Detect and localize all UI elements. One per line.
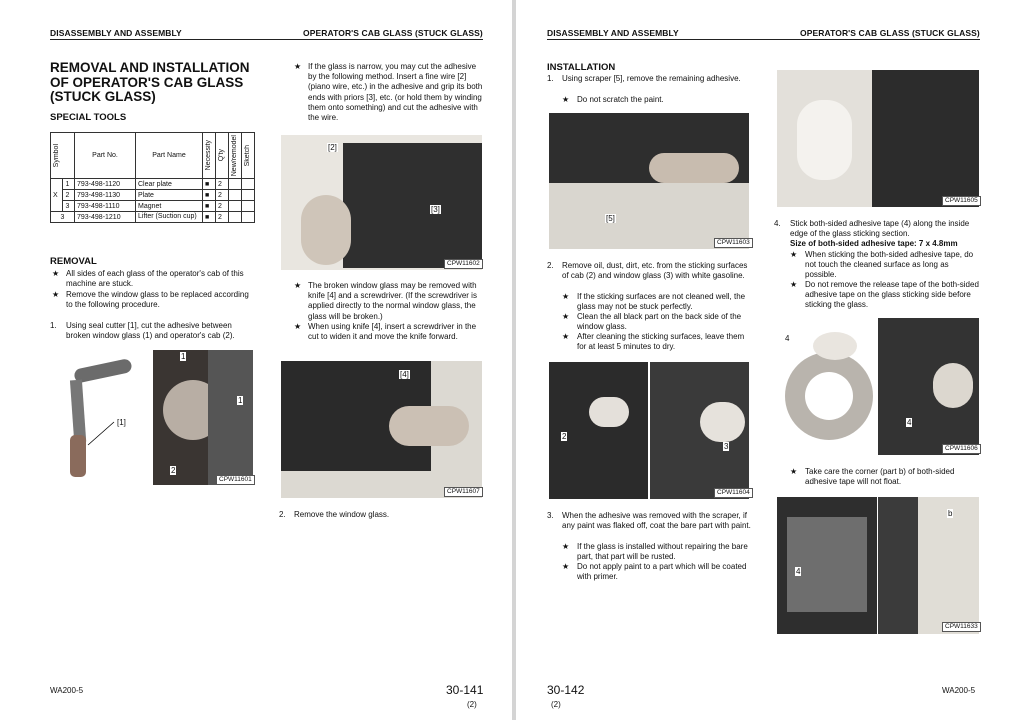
left-header-rule — [50, 39, 483, 40]
cell-sub: 1 — [63, 179, 75, 190]
fig-code: CPW11605 — [942, 196, 981, 206]
install-step1: Using scraper [5], remove the remaining adhesive. — [562, 74, 741, 83]
page-title: REMOVAL AND INSTALLATION OF OPERATOR'S CAB GLASS (STUCK GLASS) — [50, 60, 250, 104]
cell-part: 793-498-1130 — [75, 190, 136, 201]
page-number: 30-141 — [446, 683, 484, 697]
fig-code: CPW11606 — [942, 444, 981, 454]
installation-heading: INSTALLATION — [547, 62, 616, 73]
callout-pliers: [3] — [431, 205, 440, 214]
cell-new — [229, 190, 242, 201]
step-number: 4. — [774, 219, 781, 228]
col-new — [229, 133, 242, 179]
cell-part: 793-498-1110 — [75, 201, 136, 212]
star-icon: ★ — [52, 290, 60, 299]
callout-tape-4c: 4 — [796, 567, 801, 576]
step-number: 2. — [279, 510, 286, 519]
special-tools-heading: SPECIAL TOOLS — [50, 112, 127, 123]
callout-glass-1: 1 — [181, 352, 186, 361]
callout-glass-1b: 1 — [238, 396, 243, 405]
install-step2-note-2: Clean the all black part on the back side of the window glass. — [577, 312, 742, 332]
cell-sketch — [242, 190, 255, 201]
special-tools-table — [50, 132, 255, 223]
star-icon: ★ — [52, 269, 60, 278]
star-icon: ★ — [562, 562, 570, 571]
fig-code: CPW11604 — [714, 488, 753, 498]
callout-window-glass: 3 — [724, 442, 729, 451]
cell-sub: 3 — [63, 201, 75, 212]
star-icon: ★ — [294, 62, 302, 71]
cell-sub: 2 — [63, 190, 75, 201]
page-revision: (2) — [467, 700, 477, 709]
col-sketch-label: Sketch — [244, 144, 251, 167]
page-number: 30-142 — [547, 683, 585, 697]
col-qty — [216, 133, 229, 179]
star-icon: ★ — [790, 467, 798, 476]
photo-cab-corner — [777, 497, 877, 634]
seal-cutter-icon — [52, 350, 150, 485]
cell-qty: 2 — [216, 179, 229, 190]
star-icon: ★ — [562, 312, 570, 321]
col-new-label: New/remodel — [231, 134, 238, 177]
cell-name: Magnet — [136, 201, 203, 212]
cell-new — [229, 212, 242, 223]
cell-nec: ■ — [203, 179, 216, 190]
callout-wire: [2] — [328, 143, 337, 152]
x-mark-cell — [51, 179, 63, 212]
fig-code: CPW11603 — [714, 238, 753, 248]
cell-name: Lifter (Suction cup) — [136, 212, 203, 223]
seal-cutter-figure — [52, 350, 150, 485]
install-step4-note-2: Do not remove the release tape of the both-sided adhesive tape on the glass sticking side before sticking the glass. — [805, 280, 979, 310]
right-header-rule — [547, 39, 980, 40]
fig-code: CPW11601 — [216, 475, 255, 485]
star-icon: ★ — [294, 322, 302, 331]
cell-part: 793-498-1210 — [75, 212, 136, 223]
star-icon: ★ — [790, 280, 798, 289]
col-symbol — [51, 133, 75, 179]
col-partno: Part No. — [75, 133, 136, 179]
photo-glass-edge — [777, 70, 979, 207]
table-row — [51, 179, 255, 190]
col-sketch — [242, 133, 255, 179]
star-icon: ★ — [562, 542, 570, 551]
tape-roll-icon — [777, 318, 877, 455]
install-step2: Remove oil, dust, dirt, etc. from the sticking surfaces of cab (2) and window glass (3) with white gasoline. — [562, 261, 748, 281]
install-step2-note-3: After cleaning the sticking surfaces, leave them for at least 5 minutes to dry. — [577, 332, 745, 352]
photo-knife — [281, 361, 482, 498]
tape-size: Size of both-sided adhesive tape: 7 x 4.8mm — [790, 239, 958, 248]
right-header-topic: OPERATOR'S CAB GLASS (STUCK GLASS) — [800, 28, 980, 38]
install-step1-note: Do not scratch the paint. — [577, 95, 664, 104]
cell-sketch — [242, 201, 255, 212]
step-number: 1. — [547, 74, 554, 83]
star-icon: ★ — [562, 292, 570, 301]
removal-note-1: All sides of each glass of the operator's cab of this machine are stuck. — [66, 269, 244, 289]
footer-model: WA200-5 — [50, 686, 84, 695]
install-step4: Stick both-sided adhesive tape (4) along the inside edge of the glass sticking section. — [790, 219, 970, 239]
col-necessity — [203, 133, 216, 179]
removal-note-2: Remove the window glass to be replaced according to the following procedure. — [66, 290, 249, 310]
photo-tape-apply — [878, 318, 979, 455]
cell-name: Clear plate — [136, 179, 203, 190]
col-necessity-label: Necessity — [205, 140, 212, 171]
right-page — [516, 0, 1024, 720]
right-header-section: DISASSEMBLY AND ASSEMBLY — [547, 28, 679, 38]
install-step2-note-1: If the sticking surfaces are not cleaned well, the glass may not be stuck perfectly. — [577, 292, 746, 312]
left-header-topic: OPERATOR'S CAB GLASS (STUCK GLASS) — [303, 28, 483, 38]
callout-corner-b: b — [948, 509, 953, 518]
photo-seal-cut — [153, 350, 253, 485]
col-symbol-label: Symbol — [53, 143, 60, 168]
callout-tape-4a: 4 — [785, 334, 790, 343]
callout-1: [1] — [117, 418, 126, 427]
cell-sketch — [242, 179, 255, 190]
star-icon: ★ — [562, 95, 570, 104]
table-row — [51, 201, 255, 212]
cell-qty: 2 — [216, 201, 229, 212]
photo-clean-cab — [549, 362, 648, 499]
photo-scraper — [549, 113, 749, 249]
step-number: 3. — [547, 511, 554, 520]
cell-nec: ■ — [203, 212, 216, 223]
photo-corner-b — [878, 497, 979, 634]
step1-text: Using seal cutter [1], cut the adhesive between broken window glass (1) and operator's cab (2). — [66, 321, 235, 341]
footer-model: WA200-5 — [942, 686, 976, 695]
step-number: 1. — [50, 321, 57, 330]
col-qty-label: Q'ty — [218, 149, 225, 162]
star-icon: ★ — [790, 250, 798, 259]
star-icon: ★ — [294, 281, 302, 290]
step-number: 2. — [547, 261, 554, 270]
fig-code: CPW11602 — [444, 259, 483, 269]
col-partname: Part Name — [136, 133, 203, 179]
cell-nec: ■ — [203, 201, 216, 212]
callout-tape-4b: 4 — [907, 418, 912, 427]
fig-code: CPW11633 — [942, 622, 981, 632]
callout-knife: [4] — [400, 370, 409, 379]
knife-note-2: When using knife [4], insert a screwdriver in the cut to widen it and move the knife forward. — [308, 322, 477, 342]
page-revision: (2) — [551, 700, 561, 709]
install-step3-note-2: Do not apply paint to a part which will be coated with primer. — [577, 562, 747, 582]
cell-name: Plate — [136, 190, 203, 201]
step2-text: Remove the window glass. — [294, 510, 390, 519]
callout-scraper: [5] — [606, 214, 615, 223]
callout-cab: 2 — [562, 432, 567, 441]
corner-note: Take care the corner (part b) of both-sided adhesive tape will not float. — [805, 467, 955, 487]
fig-code: CPW11607 — [444, 487, 483, 497]
callout-cab-2: 2 — [171, 466, 176, 475]
star-icon: ★ — [562, 332, 570, 341]
cell-new — [229, 179, 242, 190]
photo-clean-glass — [650, 362, 749, 499]
knife-note-1: The broken window glass may be removed with knife [4] and a screwdriver. (If the screwdriver is applied directly to the normal window glass, the glass will be broken.) — [308, 281, 477, 321]
removal-heading: REMOVAL — [50, 256, 97, 267]
tape-roll-figure — [777, 318, 877, 455]
cell-part: 793-498-1120 — [75, 179, 136, 190]
cell-sketch — [242, 212, 255, 223]
x-mark: X — [53, 191, 58, 199]
install-step4-note-1: When sticking the both-sided adhesive tape, do not touch the cleaned surface as long as possible. — [805, 250, 974, 280]
cell-qty: 2 — [216, 190, 229, 201]
table-row — [51, 212, 255, 223]
install-step3: When the adhesive was removed with the scraper, if any paint was flaked off, coat the bare part with paint. — [562, 511, 751, 531]
cell-num: 3 — [51, 212, 75, 223]
wire-method-note: If the glass is narrow, you may cut the adhesive by the following method. Insert a fine wire [2] (piano wire, etc.) in the adhesive and grip its both ends with priors [3], etc. (or hold them by winding them onto something) and cut the adhesive with the wire. — [308, 62, 483, 123]
install-step3-note-1: If the glass is installed without repairing the bare part, that part will be rusted. — [577, 542, 748, 562]
cell-new — [229, 201, 242, 212]
cell-nec: ■ — [203, 190, 216, 201]
left-header-section: DISASSEMBLY AND ASSEMBLY — [50, 28, 182, 38]
table-row — [51, 190, 255, 201]
cell-qty: 2 — [216, 212, 229, 223]
photo-wire-cut — [281, 135, 482, 270]
